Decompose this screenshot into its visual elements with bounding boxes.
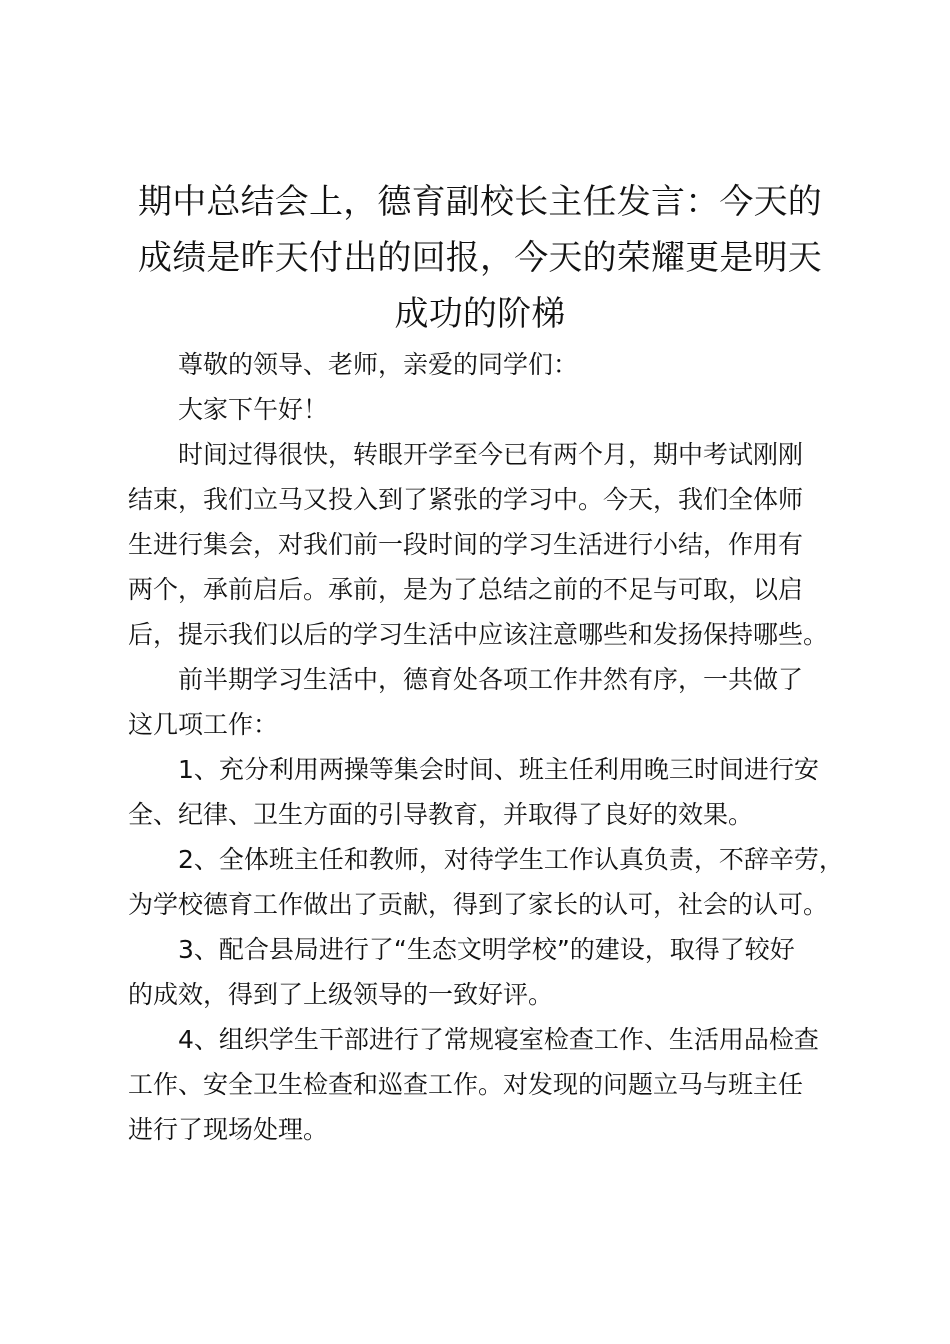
- intro-paragraph: [128, 432, 832, 657]
- work-item-4: [128, 1017, 832, 1152]
- title-line-2: 成绩是昨天付出的回报，今天的荣耀更是明天: [138, 238, 822, 278]
- paragraph-line: 这几项工作：: [128, 710, 279, 739]
- title-line-1: 期中总结会上，德育副校长主任发言：今天的: [138, 182, 822, 222]
- paragraph-line: 前半期学习生活中，德育处各项工作井然有序，一共做了: [178, 665, 804, 694]
- paragraph-line: 为学校德育工作做出了贡献，得到了家长的认可，社会的认可。: [128, 890, 829, 919]
- paragraph-line: 全、纪律、卫生方面的引导教育，并取得了良好的效果。: [128, 800, 754, 829]
- paragraph-line: 2、全体班主任和教师，对待学生工作认真负责，不辞辛劳，: [178, 845, 844, 874]
- work-item-1: [128, 747, 832, 837]
- document-content: [128, 174, 844, 1152]
- title-line-3: 成功的阶梯: [394, 294, 566, 334]
- salutation-paragraph: [128, 342, 832, 387]
- work-item-3: [128, 927, 832, 1017]
- paragraph-line: 结束，我们立马又投入到了紧张的学习中。今天，我们全体师: [128, 485, 804, 514]
- paragraph-line: 进行了现场处理。: [128, 1115, 329, 1144]
- greeting-paragraph: [128, 387, 832, 432]
- document-body: [128, 342, 844, 1152]
- document-title: [128, 174, 832, 342]
- paragraph-line: 尊敬的领导、老师，亲爱的同学们：: [178, 350, 579, 379]
- paragraph-line: 的成效，得到了上级领导的一致好评。: [128, 980, 554, 1009]
- paragraph-line: 工作、安全卫生检查和巡查工作。对发现的问题立马与班主任: [128, 1070, 804, 1099]
- paragraph-line: 大家下午好！: [178, 395, 329, 424]
- work-item-2: [128, 837, 844, 927]
- paragraph-line: 1、充分利用两操等集会时间、班主任利用晚三时间进行安: [178, 755, 819, 784]
- summary-intro-paragraph: [128, 657, 832, 747]
- paragraph-line: 两个，承前启后。承前，是为了总结之前的不足与可取，以启: [128, 575, 804, 604]
- paragraph-line: 时间过得很快，转眼开学至今已有两个月，期中考试刚刚: [178, 440, 804, 469]
- paragraph-line: 4、组织学生干部进行了常规寝室检查工作、生活用品检查: [178, 1025, 819, 1054]
- paragraph-line: 3、配合县局进行了“生态文明学校”的建设，取得了较好: [178, 935, 795, 964]
- paragraph-line: 生进行集会，对我们前一段时间的学习生活进行小结，作用有: [128, 530, 804, 559]
- paragraph-line: 后，提示我们以后的学习生活中应该注意哪些和发扬保持哪些。: [128, 620, 829, 649]
